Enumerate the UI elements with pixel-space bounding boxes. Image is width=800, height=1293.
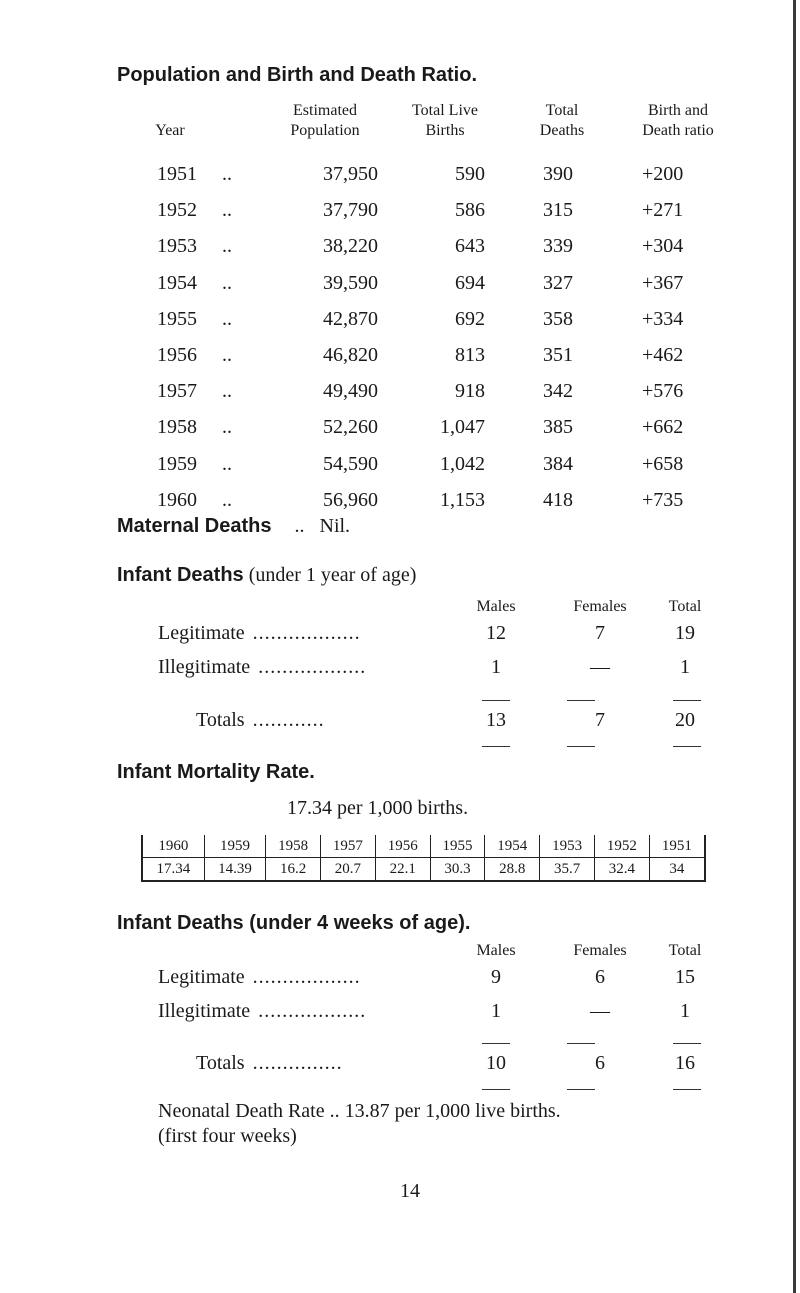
mortality-by-year-table (141, 835, 706, 882)
ratio-cell: +271 (642, 199, 684, 222)
label-text: Legitimate (158, 966, 245, 988)
leader-dots: ............... (252, 1052, 343, 1074)
infant-deaths-1yr-heading: Infant Deaths (under 1 year of age) (117, 564, 417, 586)
mortality-value-cell: 16.2 (266, 858, 321, 882)
label-text: Totals (196, 709, 245, 731)
column-header: Total (668, 942, 702, 959)
header-population: Estimated Population (290, 102, 360, 139)
row-label (158, 622, 361, 645)
population-cell: 38,220 (323, 235, 378, 258)
mortality-year-cell: 1952 (595, 835, 650, 858)
mortality-value-cell: 32.4 (595, 858, 650, 882)
year-cell: 1955 (157, 307, 197, 330)
leader-dots: .................. (252, 622, 361, 644)
ratio-cell: +200 (642, 163, 684, 185)
females-cell: — (590, 1000, 610, 1022)
mortality-year-cell: 1951 (649, 835, 705, 858)
population-cell: 37,950 (323, 163, 378, 185)
ratio-cell: +658 (642, 452, 684, 475)
deaths-cell: 342 (543, 380, 573, 403)
mortality-values-row (142, 858, 705, 882)
ratio-cell: +735 (642, 488, 684, 511)
births-cell: 643 (455, 235, 485, 258)
leader-dots: ............ (252, 709, 325, 731)
population-cell: 37,790 (323, 199, 378, 222)
sum-rule (673, 746, 701, 747)
row-dots: .. (222, 271, 232, 294)
leader-dots: .................. (258, 656, 367, 678)
males-cell: 13 (486, 709, 506, 731)
mortality-year-cell: 1958 (266, 835, 321, 858)
label-text: Legitimate (158, 622, 245, 644)
population-cell: 49,490 (323, 380, 378, 403)
births-cell: 694 (455, 271, 485, 294)
males-cell: 9 (491, 966, 501, 988)
deaths-cell: 384 (543, 452, 573, 475)
females-cell: — (590, 656, 610, 678)
ratio-cell: +367 (642, 271, 684, 294)
sum-rule (567, 1043, 595, 1044)
deaths-cell: 315 (543, 199, 573, 222)
sum-rule (673, 1089, 701, 1090)
year-cell: 1954 (157, 271, 197, 294)
sum-rule (482, 1043, 510, 1044)
mortality-year-cell: 1954 (485, 835, 540, 858)
row-dots: .. (222, 163, 232, 185)
year-cell: 1959 (157, 452, 197, 475)
deaths-cell: 418 (543, 488, 573, 511)
header-deaths: Total Deaths (539, 102, 585, 139)
leader-dots: .................. (252, 966, 361, 988)
population-cell: 52,260 (323, 416, 378, 439)
males-cell: 1 (491, 1000, 501, 1022)
sum-rule (482, 1089, 510, 1090)
mortality-value-cell: 22.1 (375, 858, 430, 882)
mortality-value-cell: 20.7 (321, 858, 376, 882)
mortality-years-row (142, 835, 705, 858)
population-cell: 46,820 (323, 344, 378, 366)
column-header: Total (668, 598, 702, 615)
females-cell: 7 (595, 709, 605, 731)
sum-rule (567, 700, 595, 701)
label-text: Illegitimate (158, 1000, 251, 1022)
ratio-cell: +462 (642, 344, 684, 366)
page-number: 14 (400, 1180, 420, 1202)
maternal-deaths-value: Nil. (319, 515, 351, 537)
deaths-cell: 327 (543, 271, 573, 294)
deaths-cell: 339 (543, 235, 573, 258)
mortality-year-cell: 1960 (142, 835, 204, 858)
mortality-year-cell: 1953 (540, 835, 595, 858)
row-label (158, 656, 366, 679)
row-dots: .. (222, 416, 232, 439)
year-cell: 1957 (157, 380, 197, 403)
mortality-value-cell: 14.39 (204, 858, 265, 882)
ratio-cell: +334 (642, 307, 684, 330)
row-dots: .. (222, 235, 232, 258)
row-dots: .. (222, 380, 232, 403)
infant-deaths-4wk-heading: Infant Deaths (under 4 weeks of age). (117, 912, 471, 934)
row-label (196, 1052, 343, 1075)
sum-rule (482, 700, 510, 701)
births-cell: 918 (455, 380, 485, 403)
mortality-value-cell: 17.34 (142, 858, 204, 882)
maternal-deaths-dots: .. (294, 515, 305, 537)
maternal-deaths-line (117, 515, 350, 538)
mortality-value-cell: 34 (649, 858, 705, 882)
year-cell: 1953 (157, 235, 197, 258)
births-cell: 1,153 (440, 488, 485, 511)
page-edge-line (793, 0, 796, 1293)
mortality-value-cell: 35.7 (540, 858, 595, 882)
deaths-cell: 390 (543, 163, 573, 185)
ratio-cell: +304 (642, 235, 684, 258)
population-cell: 56,960 (323, 488, 378, 511)
females-cell: 6 (595, 966, 605, 988)
males-cell: 10 (486, 1052, 506, 1074)
year-cell: 1952 (157, 199, 197, 222)
year-cell: 1951 (157, 163, 197, 185)
males-cell: 1 (491, 656, 501, 678)
population-cell: 39,590 (323, 271, 378, 294)
births-cell: 813 (455, 344, 485, 366)
label-text: Totals (196, 1052, 245, 1074)
column-header: Males (476, 942, 516, 959)
mortality-year-cell: 1959 (204, 835, 265, 858)
label-text: Illegitimate (158, 656, 251, 678)
total-cell: 20 (675, 709, 695, 731)
row-label (158, 1000, 366, 1023)
header-births: Total Live Births (412, 102, 478, 139)
row-label (196, 709, 325, 732)
deaths-cell: 358 (543, 307, 573, 330)
total-cell: 16 (675, 1052, 695, 1074)
total-cell: 1 (680, 1000, 690, 1022)
total-cell: 19 (675, 622, 695, 644)
row-dots: .. (222, 199, 232, 222)
total-cell: 15 (675, 966, 695, 988)
mortality-value-cell: 30.3 (430, 858, 485, 882)
births-cell: 590 (455, 163, 485, 185)
header-ratio: Birth and Death ratio (642, 102, 714, 139)
mortality-year-cell: 1957 (321, 835, 376, 858)
births-cell: 1,047 (440, 416, 485, 439)
ratio-cell: +576 (642, 380, 684, 403)
neonatal-death-rate: Neonatal Death Rate .. 13.87 per 1,000 live births. (158, 1100, 561, 1122)
population-cell: 42,870 (323, 307, 378, 330)
sum-rule (567, 1089, 595, 1090)
females-cell: 6 (595, 1052, 605, 1074)
maternal-deaths-label: Maternal Deaths (117, 515, 272, 537)
neonatal-note: (first four weeks) (158, 1125, 297, 1147)
column-header: Females (573, 598, 627, 615)
row-label (158, 966, 361, 989)
deaths-cell: 351 (543, 344, 573, 366)
mortality-year-cell: 1956 (375, 835, 430, 858)
sum-rule (673, 1043, 701, 1044)
total-cell: 1 (680, 656, 690, 678)
page-title: Population and Birth and Death Ratio. (117, 64, 477, 86)
sum-rule (567, 746, 595, 747)
births-cell: 586 (455, 199, 485, 222)
ratio-cell: +662 (642, 416, 684, 439)
infant-mortality-rate: 17.34 per 1,000 births. (287, 797, 469, 819)
leader-dots: .................. (258, 1000, 367, 1022)
mortality-year-cell: 1955 (430, 835, 485, 858)
row-dots: .. (222, 488, 232, 511)
infant-mortality-heading: Infant Mortality Rate. (117, 761, 315, 783)
mortality-value-cell: 28.8 (485, 858, 540, 882)
column-header: Males (476, 598, 516, 615)
year-cell: 1956 (157, 344, 197, 366)
row-dots: .. (222, 307, 232, 330)
sum-rule (673, 700, 701, 701)
sum-rule (482, 746, 510, 747)
females-cell: 7 (595, 622, 605, 644)
births-cell: 692 (455, 307, 485, 330)
column-header: Females (573, 942, 627, 959)
year-cell: 1960 (157, 488, 197, 511)
population-cell: 54,590 (323, 452, 378, 475)
year-cell: 1958 (157, 416, 197, 439)
row-dots: .. (222, 452, 232, 475)
males-cell: 12 (486, 622, 506, 644)
row-dots: .. (222, 344, 232, 366)
deaths-cell: 385 (543, 416, 573, 439)
births-cell: 1,042 (440, 452, 485, 475)
header-year: Year (155, 122, 185, 139)
